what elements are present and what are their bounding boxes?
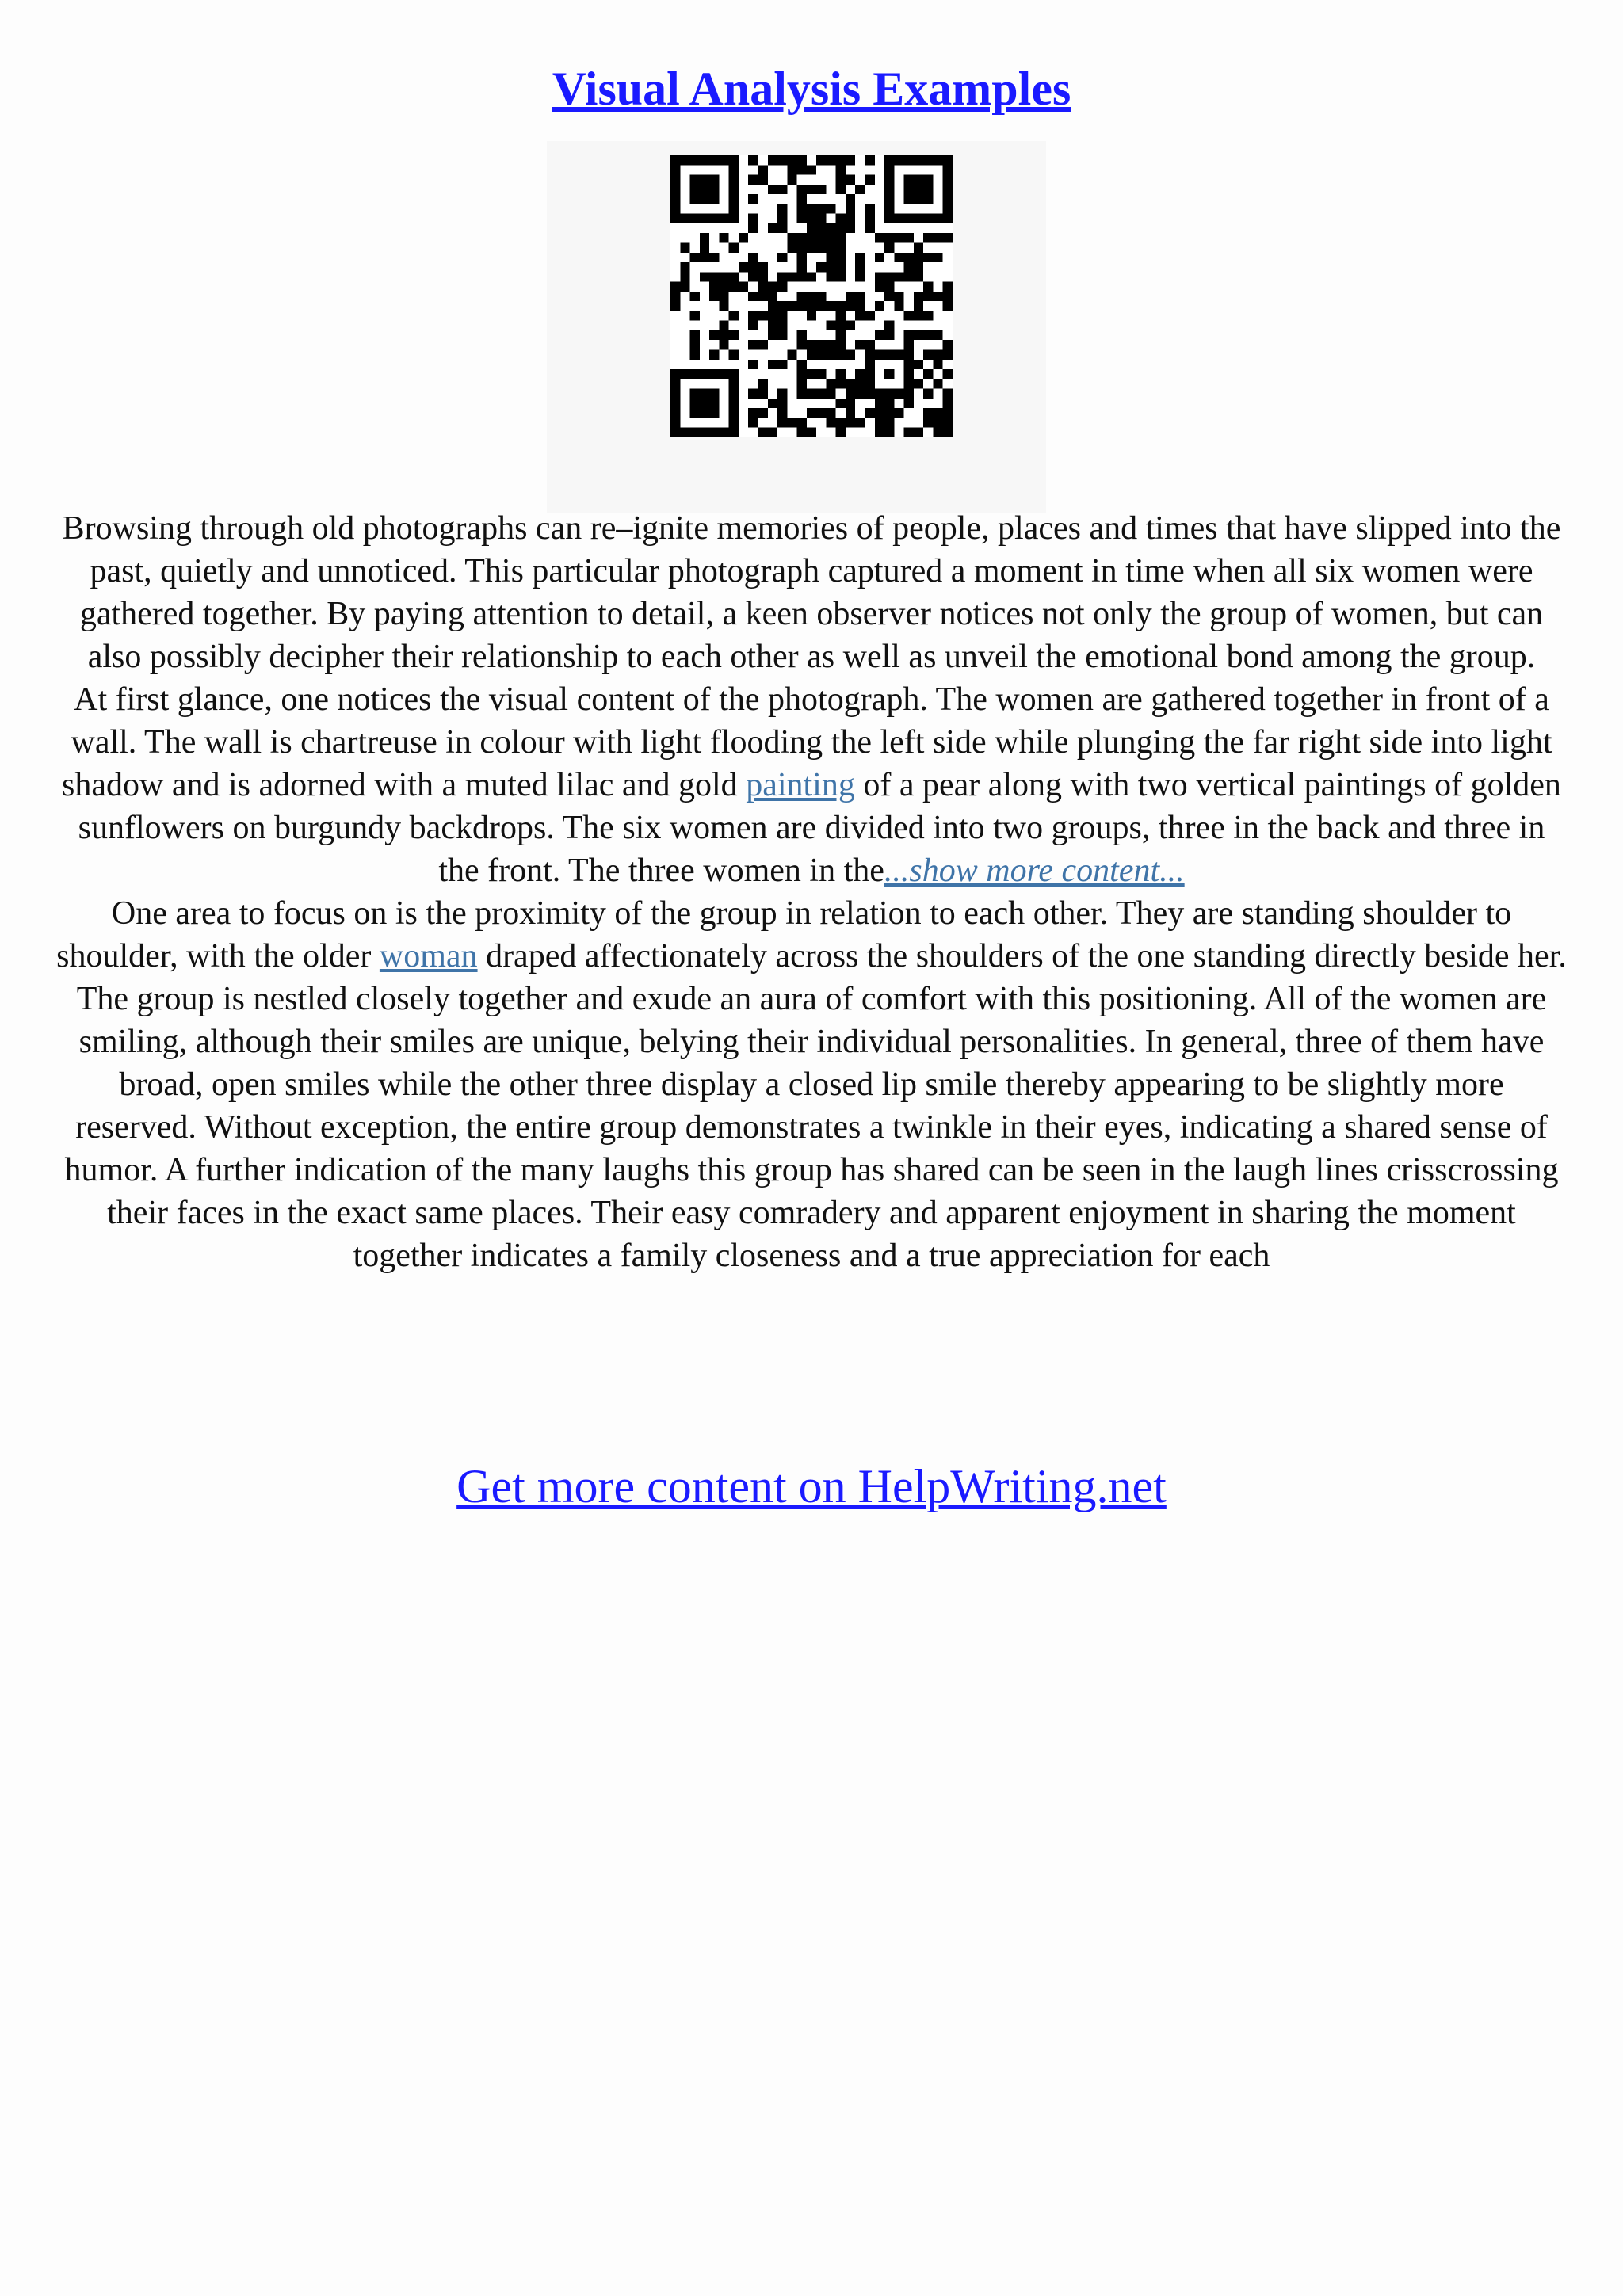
show-more-link[interactable]: ...show more content...	[884, 852, 1185, 889]
paragraph-proximity	[55, 892, 1568, 1277]
title-link[interactable]: Visual Analysis Examples	[552, 63, 1071, 115]
painting-link[interactable]: painting	[746, 767, 855, 803]
paragraph-text: of a pear along with two vertical paintings of golden sunflowers on burgundy backdrops. The six women are divided into two groups, three in the back and three in the front. The three women in the	[78, 767, 1561, 889]
qr-code-icon	[670, 155, 953, 437]
get-more-content-link[interactable]: Get more content on HelpWriting.net	[456, 1460, 1167, 1512]
paragraph-first-glance	[55, 678, 1568, 892]
qr-code-container	[547, 141, 1046, 513]
footer	[0, 1455, 1623, 1518]
paragraph-text: draped affectionately across the shoulders of the one standing directly beside her. The group is nestled closely together and exude an aura of comfort with this positioning. All of the women are smiling, although their smiles are unique, belying their individual personalities. In general, three of them have broad, open smiles while the other three display a closed lip smile thereby appearing to be slightly more reserved. Without exception, the entire group demonstrates a twinkle in their eyes, indicating a shared sense of humor. A further indication of the many laughs this group has shared can be seen in the laugh lines crisscrossing their faces in the exact same places. Their easy comradery and apparent enjoyment in sharing the moment together indicates a family closeness and a true appreciation for each	[64, 938, 1567, 1274]
page-title	[0, 57, 1623, 120]
article-body	[55, 507, 1568, 1277]
paragraph-text: At first glance, one notices the visual content of the photograph. The women are gathered together in front of a wall. The wall is chartreuse in colour with light flooding the left side while plunging the far right side into light shadow and is adorned with a muted lilac and gold	[62, 681, 1552, 803]
paragraph-text: One area to focus on is the proximity of the group in relation to each other. They are standing shoulder to shoulder, with the older	[56, 895, 1512, 974]
paragraph-intro: Browsing through old photographs can re–ignite memories of people, places and times that have slipped into the past, quietly and unnoticed. This particular photograph captured a moment in time when all six women were gathered together. By paying attention to detail, a keen observer notices not only the group of women, but can also possibly decipher their relationship to each other as well as unveil the emotional bond among the group.	[62, 510, 1561, 675]
woman-link[interactable]: woman	[379, 938, 478, 974]
